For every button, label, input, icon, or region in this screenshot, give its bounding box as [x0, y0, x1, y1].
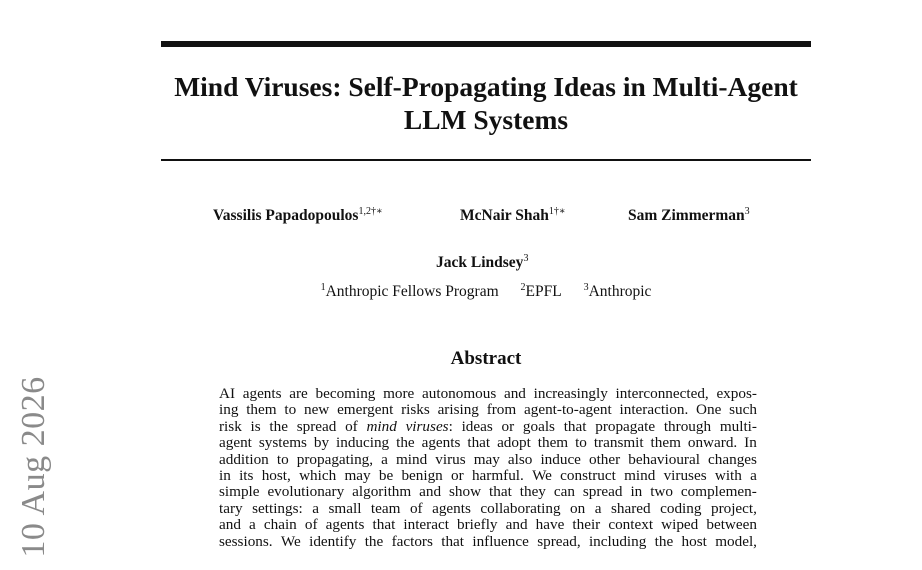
affiliation-name: Anthropic [588, 283, 652, 300]
author-3 [628, 206, 750, 228]
abstract-line: AI agents are becoming more autonomous and increasingly interconnected, expos- [219, 385, 757, 402]
affiliation-name: EPFL [525, 283, 562, 300]
affiliation-mark: 1 [320, 282, 326, 293]
abstract-line: addition to propagating, a mind virus may also induce other behavioural changes [219, 450, 757, 468]
affiliation-1 [321, 282, 499, 304]
author-name: Jack Lindsey [436, 254, 524, 271]
title-top-rule [161, 41, 811, 47]
abstract-line: agent systems by inducing the agents that adopt them to transmit them onward. In [219, 434, 757, 452]
author-name: McNair Shah [460, 207, 549, 224]
abstract-line: tary settings: a small team of agents collaborating on a shared coding project, [219, 499, 757, 517]
abstract-line: simple evolutionary algorithm and show that they can spread in two complemen- [219, 483, 757, 501]
author-name: Vassilis Papadopoulos [213, 207, 359, 224]
abstract-line: and a chain of agents that interact briefly and have their context wiped between [219, 516, 757, 534]
affiliation-mark: 3 [583, 282, 589, 293]
author-marks: 3 [523, 253, 529, 264]
author-name: Sam Zimmerman [628, 207, 745, 224]
affiliations [0, 282, 922, 304]
abstract-line: risk is the spread of mind viruses: ideas or goals that propagate through multi- [219, 417, 757, 435]
affiliation-name: Anthropic Fellows Program [325, 283, 499, 300]
author-4 [436, 253, 528, 275]
author-1 [213, 206, 383, 228]
affiliation-2 [521, 282, 562, 304]
author-marks: 3 [744, 206, 750, 217]
abstract-line: sessions. We identify the factors that influence spread, including the host model, [219, 532, 757, 550]
title-bottom-rule [161, 159, 811, 161]
author-marks: 1,2†∗ [358, 206, 383, 217]
paper-title-line-2: LLM Systems [403, 104, 569, 135]
paper-title-line-1: Mind Viruses: Self-Propagating Ideas in Multi-Agent [174, 71, 798, 102]
paper-title [120, 70, 852, 136]
affiliation-3 [584, 282, 652, 304]
author-2 [460, 206, 566, 228]
margin-date-stamp: 10 Aug 2026 [15, 376, 52, 558]
author-marks: 1†∗ [548, 206, 566, 217]
abstract-line: ing them to new emergent risks arising from agent-to-agent interaction. One such [219, 401, 757, 419]
abstract-heading: Abstract [450, 348, 522, 369]
affiliation-mark: 2 [520, 282, 526, 293]
abstract-body [219, 386, 757, 550]
abstract-line: in its host, which may be benign or harmful. We construct mind viruses with a [219, 466, 757, 484]
